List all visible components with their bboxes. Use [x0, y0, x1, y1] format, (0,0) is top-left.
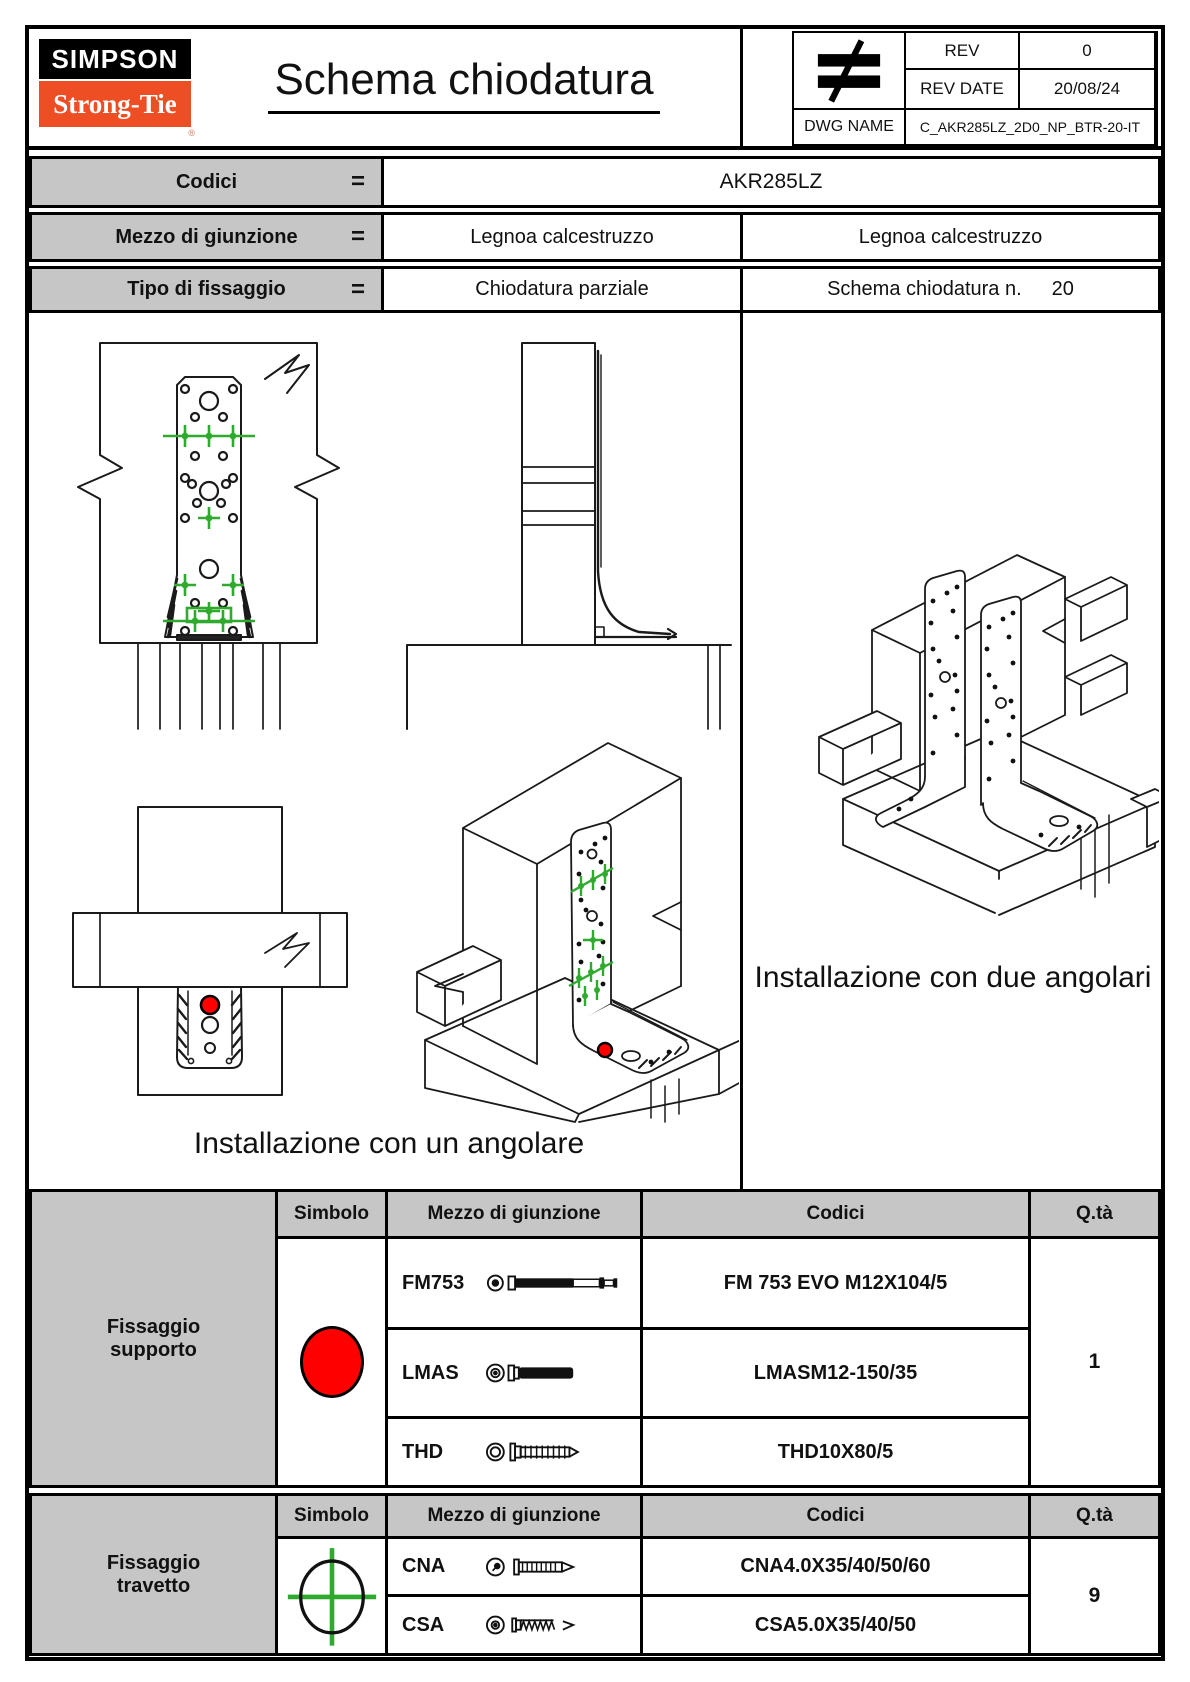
- fissaggio-travetto-table: [29, 1493, 1161, 1656]
- rev-label: REV: [906, 33, 1018, 68]
- code-lmas: LMASM12-150/35: [643, 1330, 1028, 1416]
- registered-mark: ®: [188, 128, 195, 138]
- caption-double-bracket: Installazione con due angolari: [754, 961, 1152, 994]
- title-block: [29, 29, 1161, 150]
- fm753-label: FM753: [402, 1271, 465, 1294]
- lmas-label: LMAS: [402, 1361, 459, 1384]
- row-cna: [388, 1539, 640, 1594]
- codici-value: AKR285LZ: [384, 159, 1158, 205]
- equals-sign: =: [350, 275, 365, 303]
- dwg-name-label: DWG NAME: [794, 110, 904, 144]
- header-codici: Codici: [643, 1192, 1028, 1236]
- drawing-sheet: [25, 25, 1165, 1661]
- fm753-bolt-icon: [486, 1266, 636, 1300]
- drawing-area-divider: [740, 313, 743, 1189]
- schema-number-cell: [743, 269, 1158, 310]
- rev-date-label: REV DATE: [906, 70, 1018, 108]
- code-thd: THD10X80/5: [643, 1419, 1028, 1485]
- code-fm753: FM 753 EVO M12X104/5: [643, 1239, 1028, 1327]
- revision-table: [792, 31, 1158, 146]
- header-qta: Q.tà: [1031, 1192, 1158, 1236]
- simpson-strongtie-logo: [39, 39, 195, 138]
- qty-supporto: 1: [1031, 1239, 1158, 1485]
- csa-screw-icon: [486, 1608, 636, 1642]
- caption-single-bracket: Installazione con un angolare: [193, 1127, 585, 1160]
- header-codici: Codici: [643, 1496, 1028, 1536]
- dwg-name-value: C_AKR285LZ_2D0_NP_BTR-20-IT: [906, 110, 1154, 144]
- header-qta: Q.tà: [1031, 1496, 1158, 1536]
- cna-nail-icon: [486, 1550, 636, 1584]
- thd-label: THD: [402, 1440, 444, 1463]
- group-label-supporto: Fissaggio supporto: [32, 1192, 275, 1485]
- row-csa: [388, 1597, 640, 1653]
- codici-label: Codici: [175, 170, 238, 193]
- logo-simpson: SIMPSON: [39, 39, 191, 79]
- qty-travetto: 9: [1031, 1539, 1158, 1653]
- info-row-mezzo: [29, 212, 1161, 262]
- front-view-drawing: [59, 321, 371, 731]
- row-lmas: [388, 1330, 640, 1416]
- equals-sign: =: [350, 168, 365, 195]
- info-row-tipo: [29, 266, 1161, 313]
- iso-double-bracket-drawing: [759, 469, 1159, 959]
- red-circle-icon: [300, 1326, 364, 1398]
- iso-single-bracket-drawing: [389, 734, 739, 1124]
- mezzo-value-left: Legnoa calcestruzzo: [384, 215, 740, 259]
- header-simbolo: Simbolo: [278, 1192, 385, 1236]
- row-thd: [388, 1419, 640, 1485]
- header-mezzo: Mezzo di giunzione: [388, 1192, 640, 1236]
- header-divider: [740, 29, 743, 146]
- tipo-label: Tipo di fissaggio: [127, 278, 286, 300]
- header-simbolo: Simbolo: [278, 1496, 385, 1536]
- mezzo-value-right: Legnoa calcestruzzo: [743, 215, 1158, 259]
- logo-strongtie: Strong-Tie: [39, 81, 191, 127]
- equals-sign: =: [350, 223, 365, 250]
- travetto-symbol-cell: [278, 1539, 385, 1653]
- mezzo-label: Mezzo di giunzione: [115, 225, 298, 248]
- group-label-travetto: Fissaggio travetto: [32, 1496, 275, 1653]
- rev-date-value: 20/08/24: [1020, 70, 1154, 108]
- top-view-drawing: [67, 799, 369, 1129]
- row-fm753: [388, 1239, 640, 1327]
- tipo-value-left: Chiodatura parziale: [384, 269, 740, 310]
- header-mezzo: Mezzo di giunzione: [388, 1496, 640, 1536]
- fissaggio-supporto-table: [29, 1189, 1161, 1488]
- green-crosshair-icon: [286, 1544, 378, 1648]
- info-row-codici: [29, 156, 1161, 208]
- csa-label: CSA: [402, 1613, 445, 1636]
- support-symbol-cell: [278, 1239, 385, 1485]
- cna-label: CNA: [402, 1555, 446, 1577]
- schema-number-value: 20: [1051, 278, 1074, 300]
- schema-number-label: Schema chiodatura n.: [827, 278, 1022, 300]
- page-title: Schema chiodatura: [199, 55, 729, 114]
- thd-screw-anchor-icon: [486, 1435, 636, 1469]
- not-equal-icon: [794, 33, 904, 108]
- rev-value: 0: [1020, 33, 1154, 68]
- lmas-anchor-icon: [486, 1356, 636, 1390]
- code-cna: CNA4.0X35/40/50/60: [643, 1539, 1028, 1594]
- side-view-drawing: [377, 321, 739, 731]
- code-csa: CSA5.0X35/40/50: [643, 1597, 1028, 1653]
